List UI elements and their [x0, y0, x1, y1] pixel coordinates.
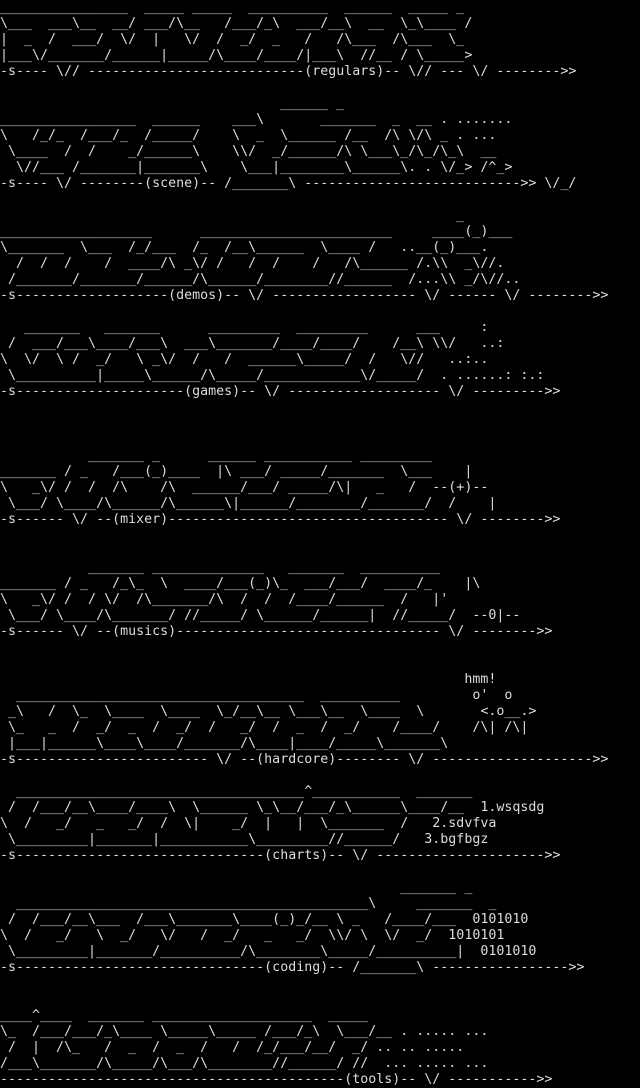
ascii-art-games: _______ _______ _________ _________ ___ : / ___/___\____/___\ ___\_______/____/____/ /__\ \\/ ..: \ \/ \ / _/ \ _\/ / / ______\_____/ / \// ..:.. \__________|_____\______/\_____/____________\/_____/ . ......: :.: -s---------------------(games)-- \/ ------------------- \/ --------->>	[0, 320, 561, 399]
ascii-art-coding: _______ _ ____________________________________________\ _______ _ / /___/__\___ /___\_______\____(_)_/__ \ _ /____/___ 0101010 \ / _/ \ _/ \/ / _/ _ _/ \\/ \ \/ _/ 1010101 \_________|_______/__________/\________\_____/__________| 0101010 -s-------------------------------(coding)-- /_______\ ----------------->>	[0, 880, 585, 975]
section-hardcore	[0, 672, 640, 768]
ascii-art-hardcore: hmm! ____________________________________ __________ o' o _\ / \_ \____ \____ \_/__\__ \___\__ \____ \ <.o__.> \_ _ / _/ _ / _/ / _/ / _ / _/ /____/ /\| /\| |___|______\____\____/_______/\____|____/_____\_______\ -s------------------------ \/ --(hardcore)-------- \/ -------------------->>	[0, 672, 609, 767]
ascii-art-musics: _______ ______________ _______ __________ _______ / _ /_\_ \ ____/___(_)\_ ___/___/ ____/_ |\ \ _\/ / / \/ /\_______/\ / / /____/______ / |' \___/ \____/\_______/ //_____/ \______/______| //_____/ --0|-- -s------ \/ --(musics)--------------------------------- \/ -------->>	[0, 560, 553, 639]
ascii-art-charts: ____________________________________^___________ _______ / /___/__\____/____\ \______ \_\__/___/_\______\____/__ 1.wsqsdg \ / _/ _ _/ / \| _/ | | \_______ / 2.sdvfva \_________|_______|___________\_________//______/ 3.bgfbgz -s-------------------------------(charts)-- \/ --------------------->>	[0, 784, 561, 863]
section-games	[0, 320, 640, 416]
section-scene	[0, 96, 640, 192]
section-charts	[0, 784, 640, 880]
section-mixer	[0, 448, 640, 544]
ascii-art-mixer: _______ _ ______ ___________ _________ _______ / _ /___(_)____ |\ ___/ _____/_______ \___ | \ _\/ / / /\ /\ ______/___/ _____/\| _ / --(+)-- \___/ \____/\______/\______\|______/________/_______/ / | -s------ \/ --(mixer)----------------------------------- \/ -------->>	[0, 448, 561, 527]
section-musics	[0, 560, 640, 656]
ascii-art-demos: _ ___________________ ________________________ ____(_)___ \_______ \___ /_/___ /_ /__\______ \____ / ..__(_)___. / / / / ____/\ _\/ / / / / /\______ /.\\ _\//. /_______/_______/______/\______/________//______ /...\\ _/\//.. -s-------------------(demos)-- \/ ------------------ \/ ------ \/ -------->>	[0, 208, 609, 303]
section-demos	[0, 208, 640, 304]
ascii-art-regulars: ________________ _____ _____ __________ ______ _____ _ \___ ___\__ __/ ___/\__ /___/_\ ___/__\ __ \_\____ / | _ / ___/ \/ | \/ / _/ _ / /\___ /\___ \_ |___\/_______/______|_____/\____/____/|___\ //__ / \_____> -s---- \// ---------------------------(regulars)-- \// --- \/ -------->>	[0, 0, 577, 79]
section-coding	[0, 880, 640, 976]
section-regulars	[0, 0, 640, 96]
section-tools	[0, 1008, 640, 1088]
ascii-art-scene: ______ _ _________________ ______ ___\ _______ _ __ . ....... \ /_/_ /___/_ /_____/ \ _ \______ /__ /\ \/\ _ . ... \____ / / _/______\ \\/ _/______/\ \___\_/\_/\_\ __ \//___ /_______|_______\ \___|________\______\. . \/_> /^_> -s---- \/ --------(scene)-- /_______\ --------------------------->> \/_/	[0, 96, 577, 191]
ascii-art-tools: ____^____ _______ ____________________ _____ \_ /___/___/_\____ \_____\_____ /___/_\ \___/__ . ..... ... / | /\_ / _ / _ / / /_/___/__/ _/ .. .. ..... /___\_______/\_____/\___/\________//______/ // ... ..... ... -------------------------------------------(tools)-- \/ ----------->>	[0, 1008, 553, 1087]
